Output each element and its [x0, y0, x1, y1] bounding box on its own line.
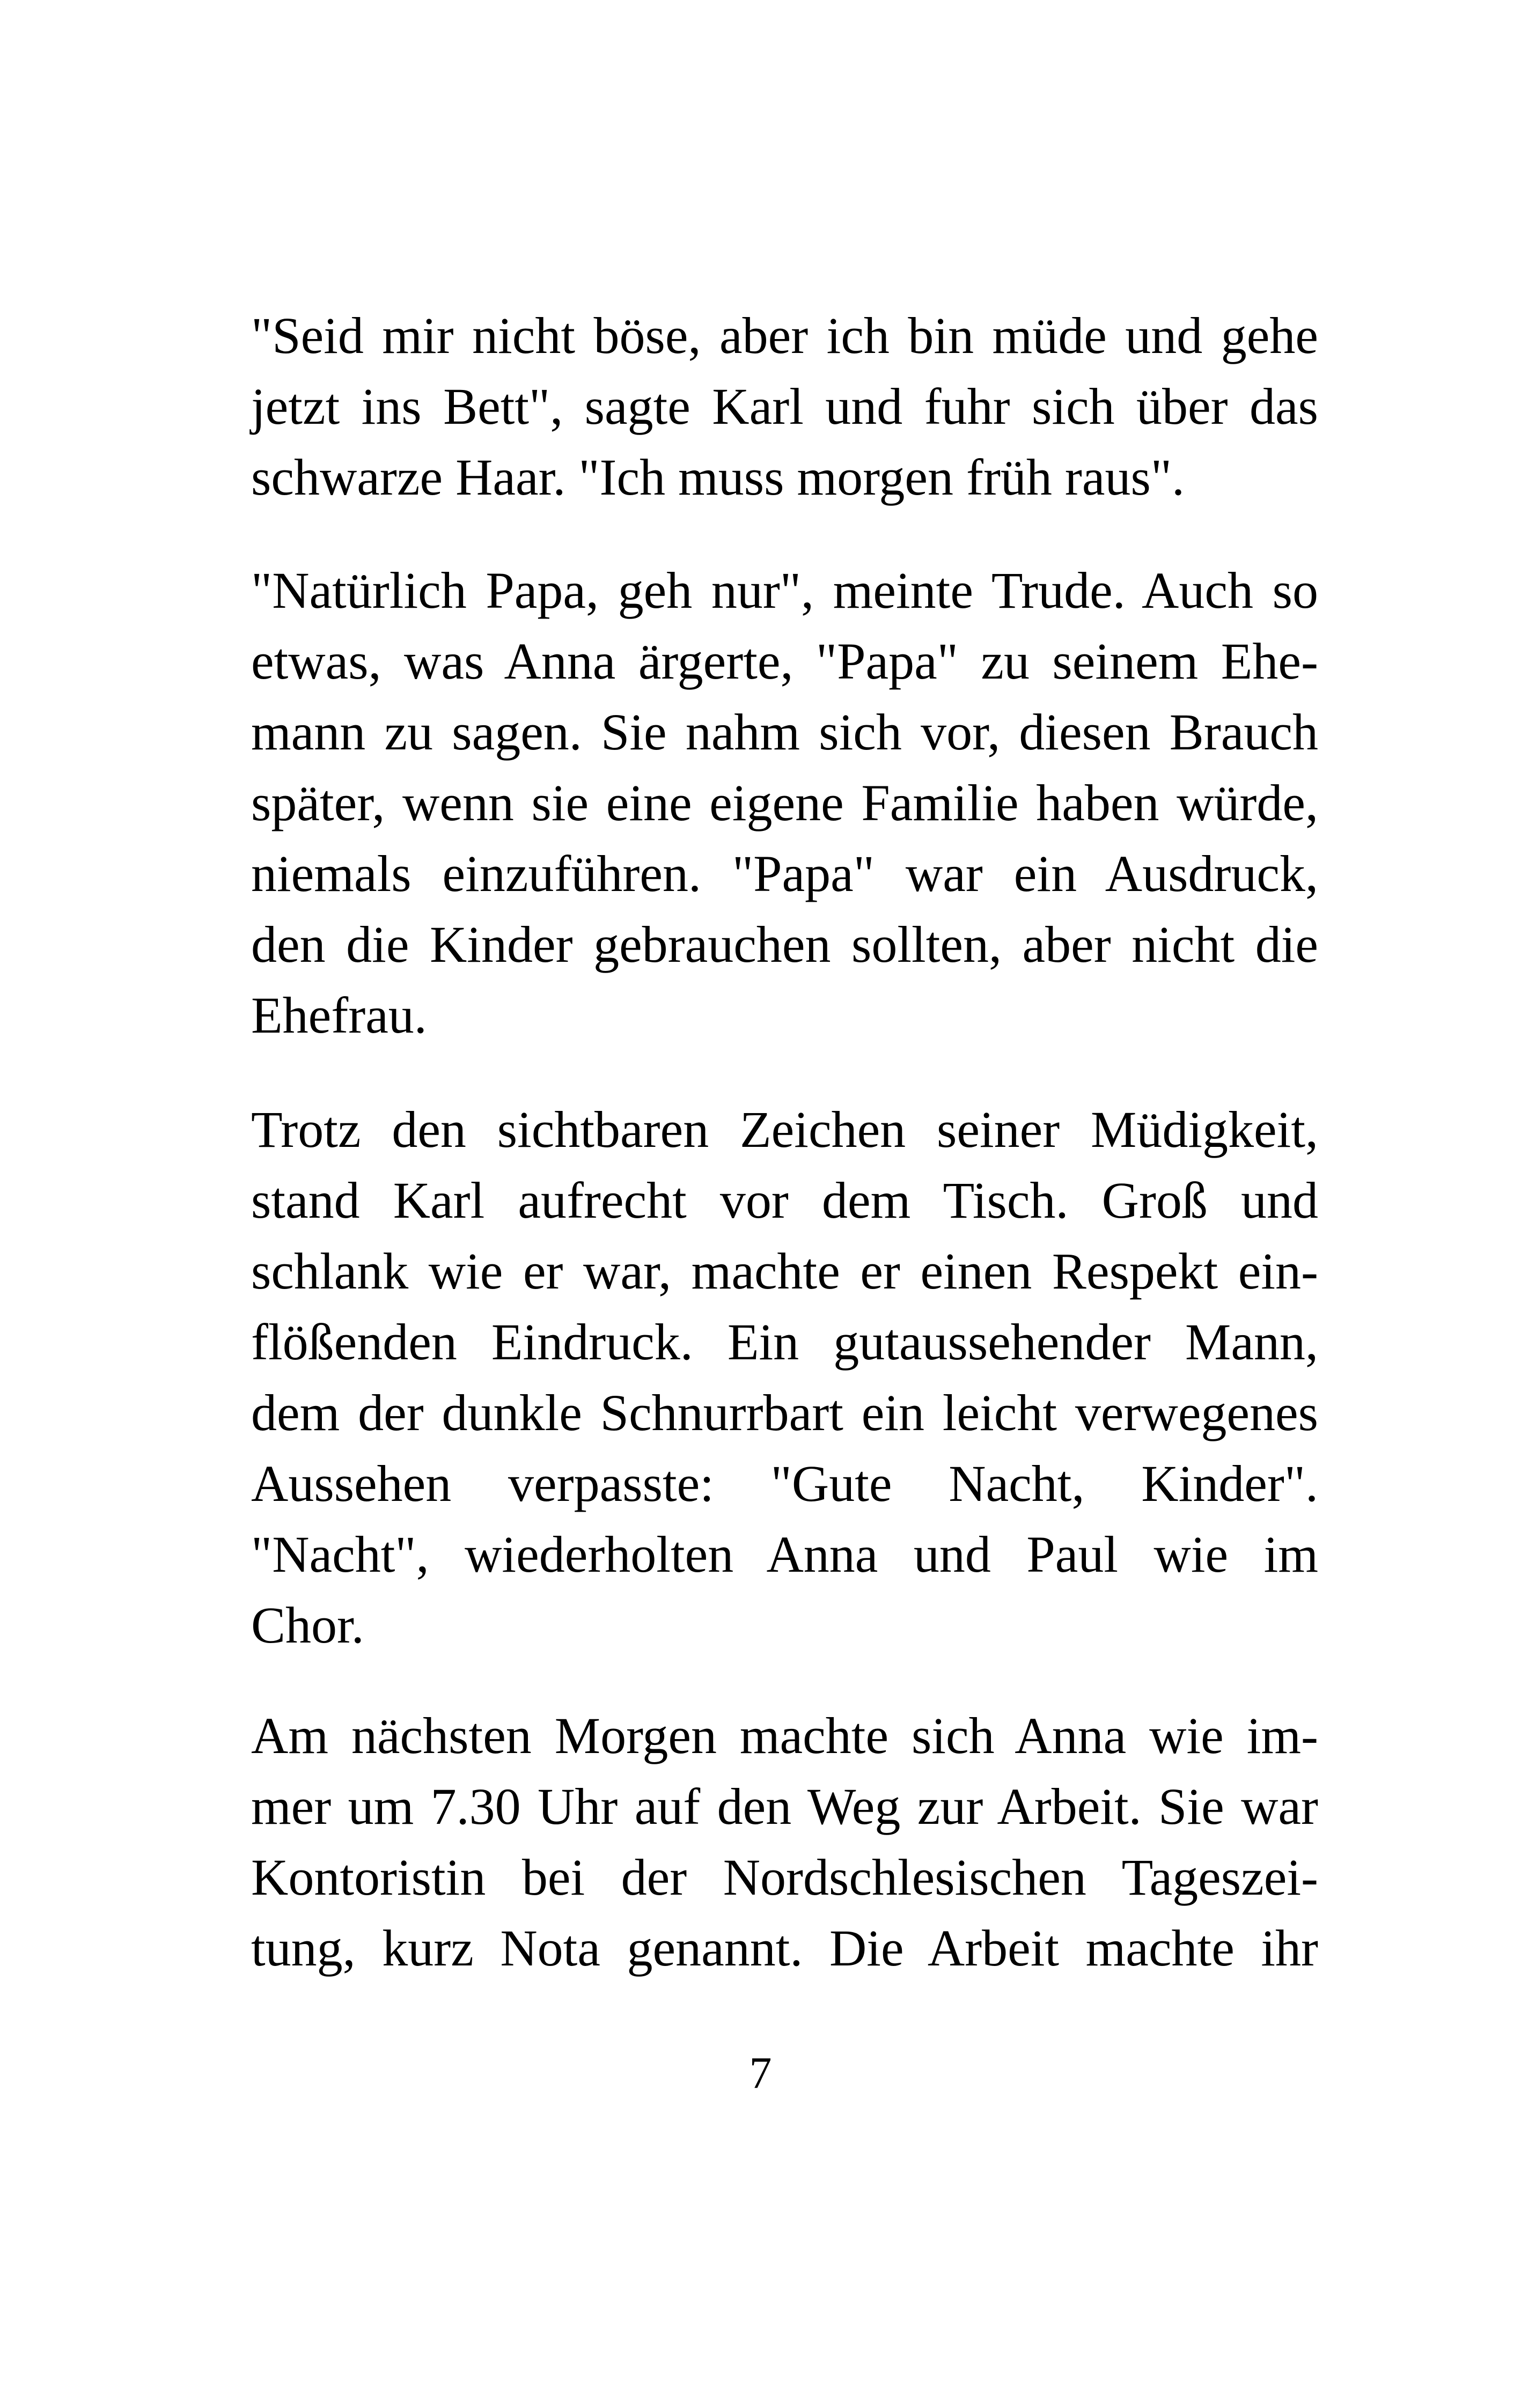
text-line: jetzt ins Bett", sagte Karl und fuhr sich über das	[251, 378, 1318, 435]
text-line: Ehefrau.	[251, 986, 427, 1044]
text-line: niemals einzuführen. "Papa" war ein Ausdruck,	[251, 845, 1318, 902]
text-line: schwarze Haar. "Ich muss morgen früh raus".	[251, 448, 1185, 506]
text-line: schlank wie er war, machte er einen Respekt ein-	[251, 1242, 1318, 1300]
page-number: 7	[749, 2048, 772, 2098]
text-line: "Nacht", wiederholten Anna und Paul wie im	[251, 1526, 1318, 1583]
paragraph	[251, 1700, 1318, 1984]
text-line: Chor.	[251, 1596, 364, 1654]
text-line: Am nächsten Morgen machte sich Anna wie im-	[251, 1707, 1318, 1764]
text-line: "Seid mir nicht böse, aber ich bin müde und gehe	[251, 307, 1318, 364]
text-line: tung, kurz Nota genannt. Die Arbeit machte ihr	[251, 1919, 1318, 1977]
text-line: mer um 7.30 Uhr auf den Weg zur Arbeit. Sie war	[251, 1778, 1318, 1835]
text-line: später, wenn sie eine eigene Familie haben würde,	[251, 774, 1318, 831]
text-line: flößenden Eindruck. Ein gutaussehender Mann,	[251, 1313, 1318, 1371]
text-line: "Natürlich Papa, geh nur", meinte Trude. Auch so	[251, 562, 1318, 619]
paragraph	[251, 1094, 1318, 1661]
text-line: mann zu sagen. Sie nahm sich vor, diesen Brauch	[251, 703, 1318, 761]
text-line: etwas, was Anna ärgerte, "Papa" zu seinem Ehe-	[251, 632, 1318, 690]
text-line: stand Karl aufrecht vor dem Tisch. Groß und	[251, 1172, 1318, 1229]
paragraph	[251, 300, 1318, 513]
text-line: dem der dunkle Schnurrbart ein leicht verwegenes	[251, 1384, 1318, 1441]
text-line: Trotz den sichtbaren Zeichen seiner Müdigkeit,	[251, 1101, 1318, 1158]
paragraph	[251, 555, 1318, 1051]
text-line: Aussehen verpasste: "Gute Nacht, Kinder".	[251, 1455, 1318, 1512]
text-line: den die Kinder gebrauchen sollten, aber nicht die	[251, 916, 1318, 973]
text-line: Kontoristin bei der Nordschlesischen Tageszei-	[251, 1849, 1318, 1906]
